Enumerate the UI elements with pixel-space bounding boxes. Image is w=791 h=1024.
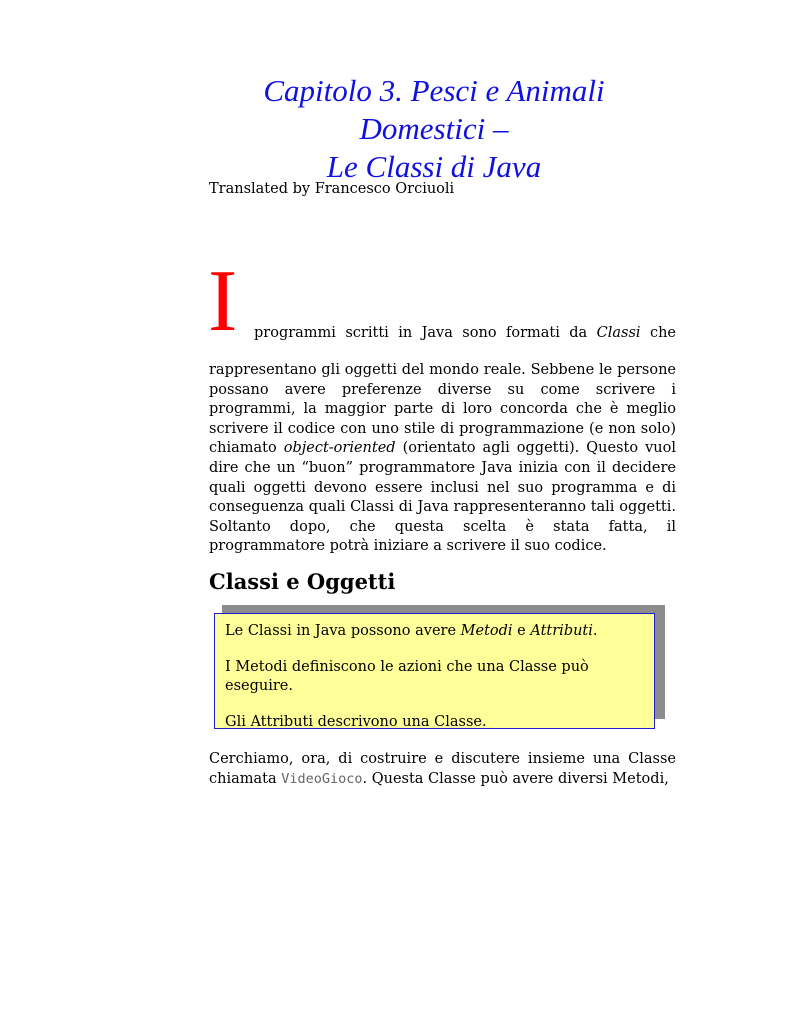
translator-credit: Translated by Francesco Orciuoli — [209, 181, 455, 197]
callout-line-1 — [225, 622, 644, 641]
callout-line-1-b: e — [512, 623, 531, 639]
callout-attributes-term: Attributi — [530, 623, 593, 639]
callout-line-1-a: Le Classi in Java possono avere — [225, 623, 461, 639]
intro-first-line-text: programmi scritti in Java sono formati da — [254, 325, 597, 341]
chapter-title-line-2: Le Classi di Java — [326, 149, 542, 184]
closing-paragraph — [209, 750, 676, 789]
drop-cap: I — [208, 253, 238, 350]
callout-methods-term: Metodi — [460, 623, 513, 639]
callout-box — [214, 613, 655, 729]
intro-paragraph-emphasis: object-oriented — [283, 440, 396, 457]
intro-paragraph-part-2: (orientato agli oggetti). Questo vuol dire che un “buon” programmatore Java inizia con il decidere quali oggetti devono essere inclusi nel suo programma e di conseguenza quali Classi di Java rappresenteranno tali oggetti. Soltanto dopo, che questa scelta è stata fatta, il programmatore potrà iniziare a scrivere il suo codice. — [209, 440, 676, 555]
callout-line-2: I Metodi definiscono le azioni che una Classe può eseguire. — [225, 659, 589, 694]
chapter-title-line-1: Capitolo 3. Pesci e Animali Domestici – — [263, 73, 605, 146]
closing-paragraph-a: Cerchiamo, ora, di costruire e discutere insieme una Classe chiamata — [209, 751, 676, 787]
intro-first-line-end: che — [640, 325, 676, 341]
section-heading: Classi e Oggetti — [209, 569, 396, 594]
chapter-title — [200, 72, 668, 186]
class-name-code: VideoGioco — [281, 770, 363, 787]
intro-paragraph-part-1: rappresentano gli oggetti del mondo reale. Sebbene le persone possano avere preferenze diverse su come scrivere i programmi, la maggior parte di loro concorda che è meglio scrivere il codice con uno stile di programmazione (e non solo) chiamato — [209, 362, 676, 457]
closing-paragraph-b: . Questa Classe può avere diversi Metodi, — [362, 770, 669, 787]
intro-paragraph — [209, 361, 676, 557]
callout-line-1-c: . — [592, 623, 598, 639]
callout-line-3: Gli Attributi descrivono una Classe. — [225, 714, 487, 730]
intro-first-line — [254, 323, 676, 343]
intro-first-line-emphasis: Classi — [596, 325, 641, 341]
